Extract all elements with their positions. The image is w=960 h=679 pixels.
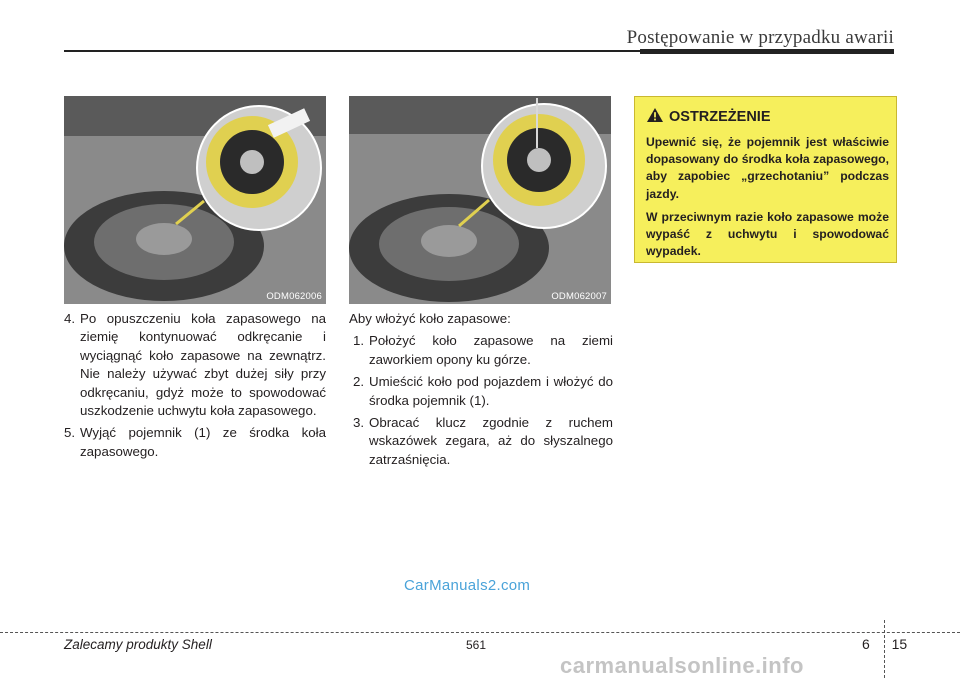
item-number: 5.: [64, 425, 76, 441]
header-accent-bar: [640, 49, 894, 54]
item-text: Obracać klucz zgodnie z ruchem wskazówek zegara, aż do słyszalnego zatrzaśnięcia.: [369, 415, 613, 467]
item-number: 1.: [353, 333, 365, 349]
footer-rule: [0, 632, 960, 633]
warning-box: [634, 96, 897, 263]
page-header-title: Postępowanie w przypadku awarii: [626, 27, 894, 48]
middle-text-column: [349, 310, 613, 473]
item-text: Umieścić koło pod pojazdem i włożyć do środka pojemnik (1).: [369, 374, 613, 408]
item-text: Wyjąć pojemnik (1) ze środka koła zapasowego.: [80, 425, 326, 459]
instructions-intro: Aby włożyć koło zapasowe:: [349, 311, 511, 326]
warning-heading: [647, 108, 771, 125]
footer-section-page: [862, 636, 907, 652]
bottom-watermark: carmanualsonline.info: [560, 653, 804, 678]
figure-spare-wheel-removal: [64, 96, 326, 304]
item-number: 4.: [64, 311, 76, 326]
warning-triangle-icon: [647, 108, 663, 122]
footer-sponsor-text: Zalecamy produkty Shell: [64, 637, 212, 652]
item-text: Po opuszczeniu koła zapasowego na ziemię kontynuować odkręcanie i wyciągnąć koło zapasowe na zewnątrz. Nie należy używać zbyt dużej siły przy odkręcaniu, gdyż może to spowodować uszkodzenie uchwytu koła zapasowego.: [80, 311, 326, 419]
figure-code: ODM062006: [266, 291, 322, 302]
figure-code: ODM062007: [551, 291, 607, 302]
spare-wheel-illustration: [349, 96, 611, 304]
section-number: 6: [862, 636, 870, 652]
list-item: [353, 414, 613, 469]
list-item: [353, 332, 613, 369]
warning-title: OSTRZEŻENIE: [669, 109, 771, 125]
list-item: [64, 310, 326, 420]
figure-spare-wheel-install: [349, 96, 611, 304]
warning-body: [646, 134, 889, 266]
item-number: 3.: [353, 415, 365, 431]
section-page-number: 15: [891, 636, 908, 652]
site-watermark[interactable]: CarManuals2.com: [404, 577, 531, 594]
item-text: Położyć koło zapasowe na ziemi zaworkiem opony ku górze.: [369, 333, 613, 367]
list-item: [64, 424, 326, 461]
footer-page-number: 561: [466, 638, 487, 652]
warning-paragraph: W przeciwnym razie koło zapasowe może wypaść z uchwytu i spowodować wypadek.: [646, 209, 889, 259]
spare-wheel-illustration: [64, 96, 326, 304]
warning-paragraph: Upewnić się, że pojemnik jest właściwie dopasowany do środka koła zapasowego, aby zapobiec „grzechotaniu” podczas jazdy.: [646, 135, 889, 201]
list-item: [353, 373, 613, 410]
left-text-column: [64, 310, 326, 465]
item-number: 2.: [353, 374, 365, 390]
